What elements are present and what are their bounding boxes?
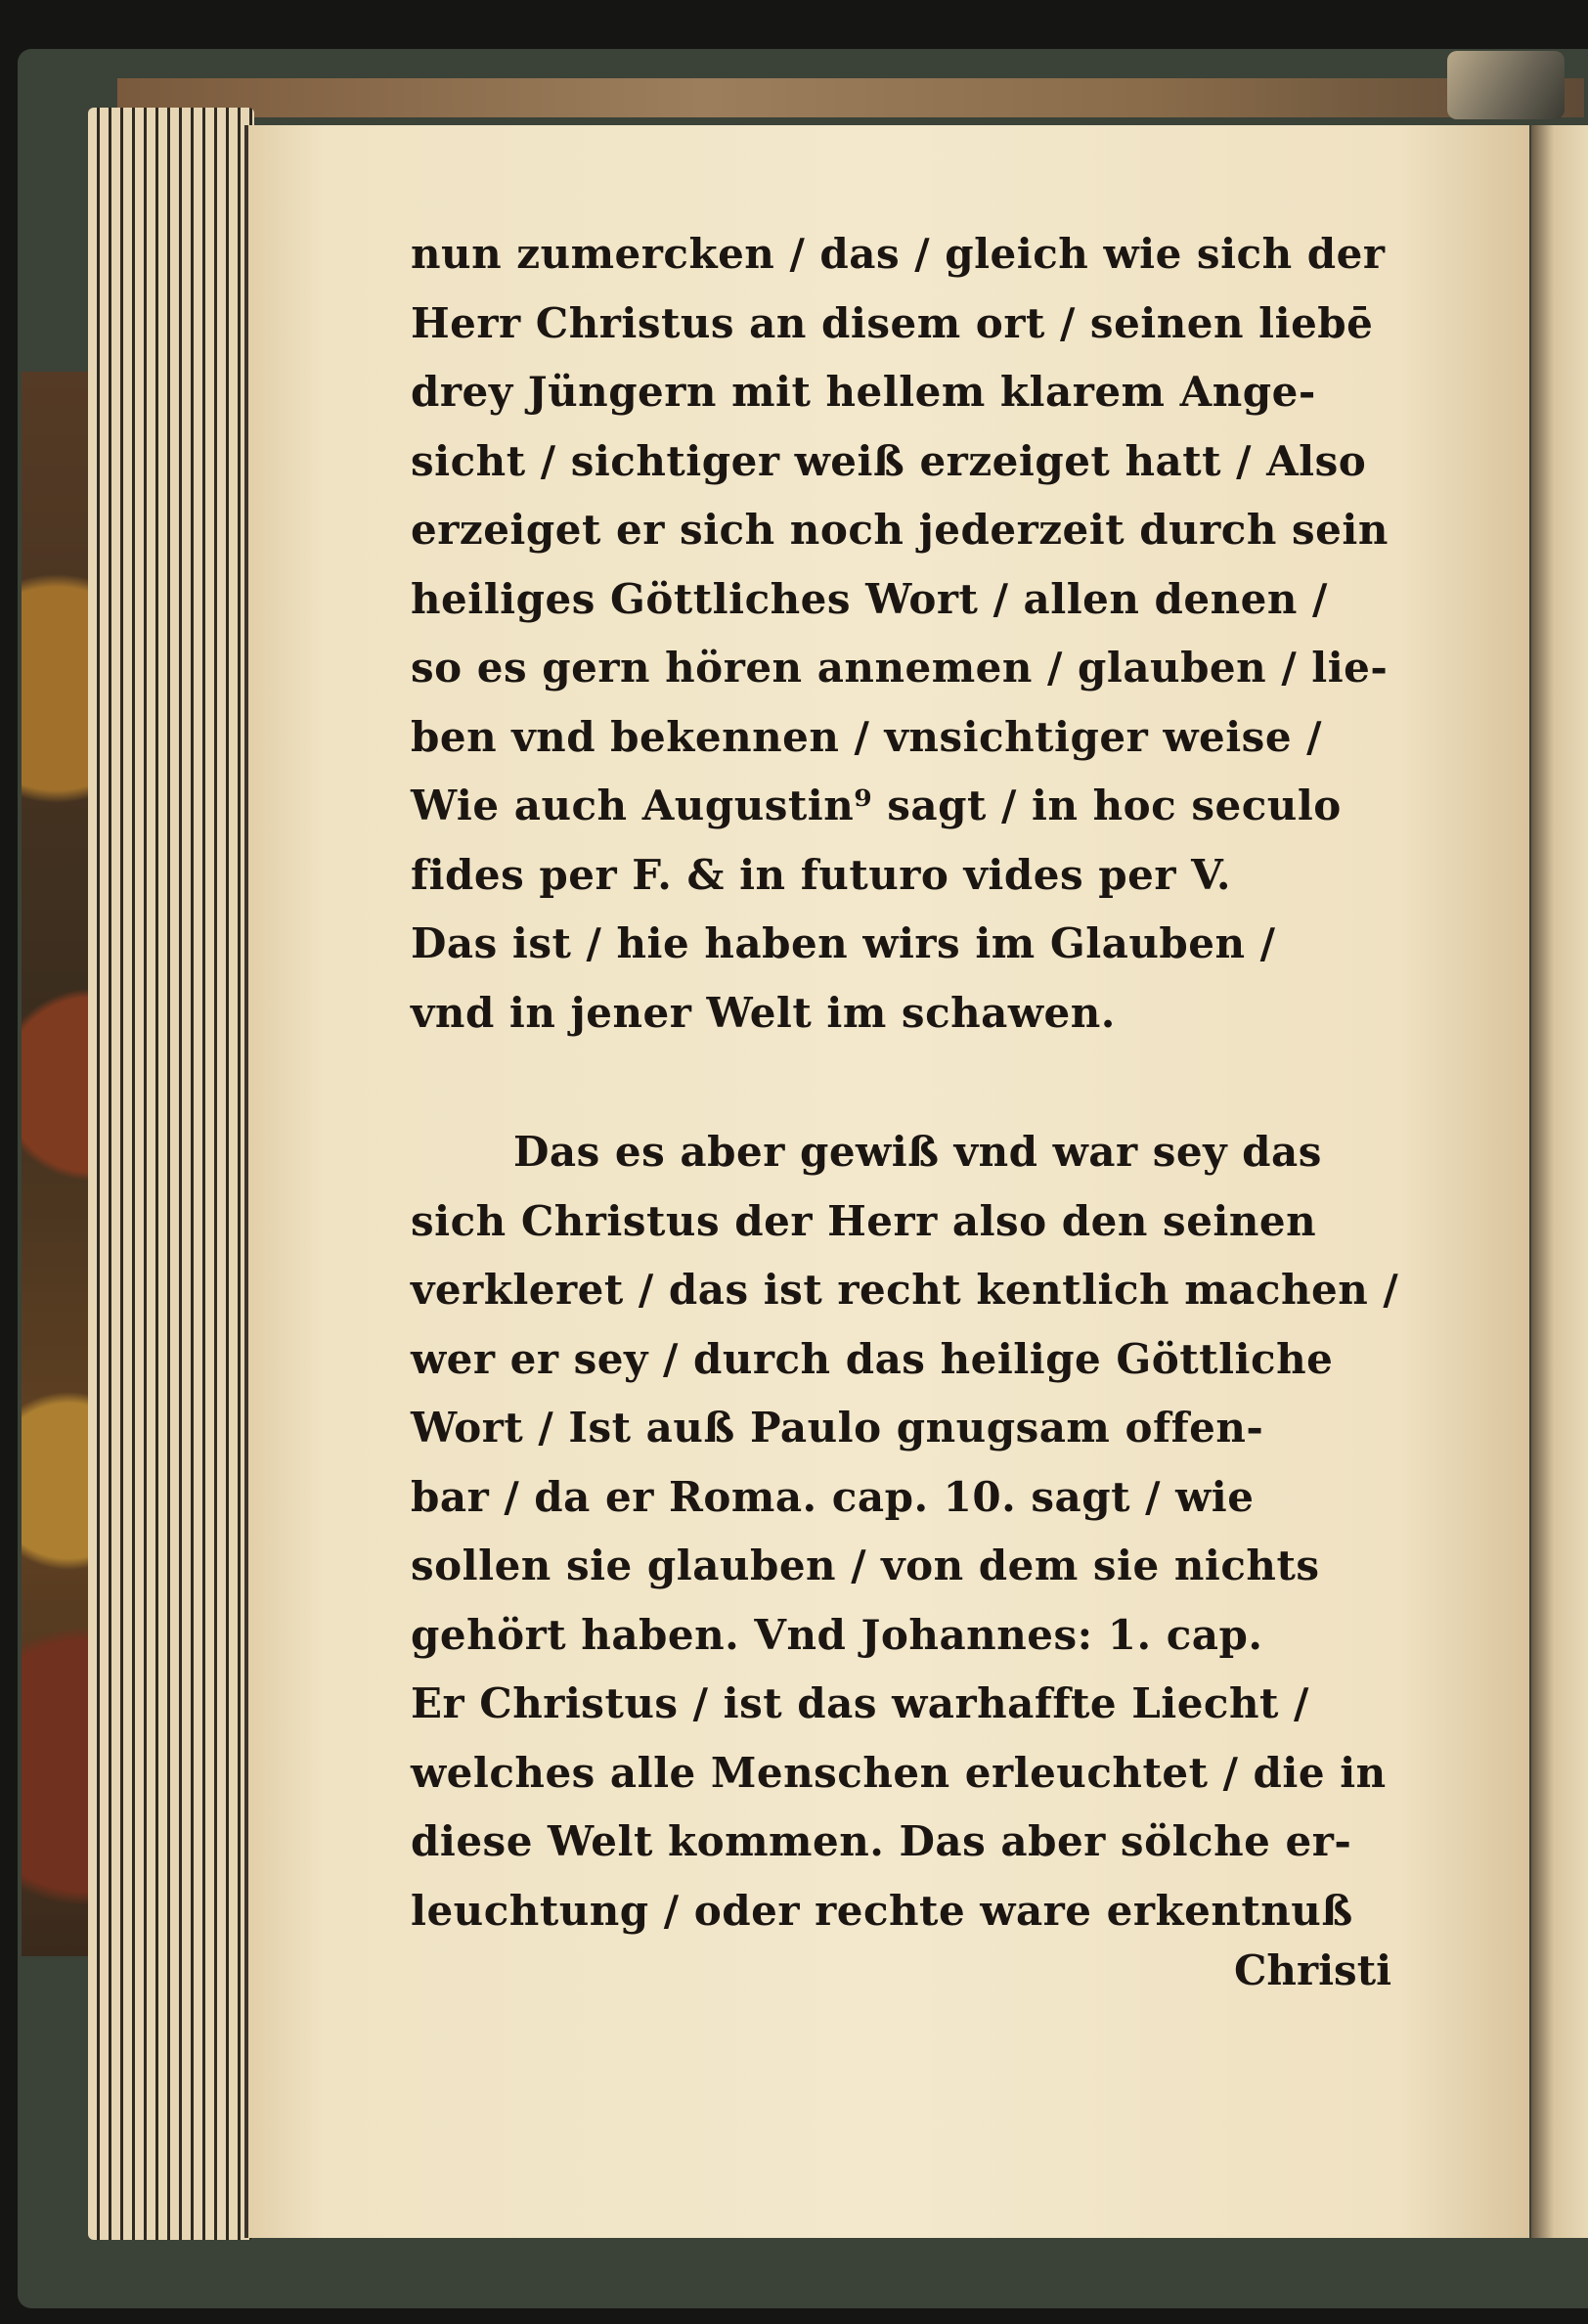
text-line: fides per F. & in futuro vides per V. bbox=[411, 850, 1231, 899]
text-line: sicht / sichtiger weiß erzeiget hatt / Also bbox=[411, 436, 1367, 485]
facing-page-edge bbox=[1531, 125, 1588, 2238]
book-spine-edge bbox=[117, 78, 1584, 117]
paragraph-1 bbox=[411, 220, 1437, 1048]
catchword: Christi bbox=[1234, 1946, 1392, 1994]
page-edges bbox=[88, 108, 254, 2240]
text-line: so es gern hören annemen / glauben / lie- bbox=[411, 644, 1389, 692]
text-line: Wort / Ist auß Paulo gnugsam offen- bbox=[411, 1404, 1264, 1452]
text-line: Wie auch Augustin⁹ sagt / in hoc seculo bbox=[411, 782, 1342, 829]
paragraph-2 bbox=[411, 1118, 1437, 1945]
text-line: vnd in jener Welt im schawen. bbox=[411, 988, 1116, 1037]
text-line: sollen sie glauben / von dem sie nichts bbox=[411, 1542, 1320, 1589]
text-line: welches alle Menschen erleuchtet / die in bbox=[411, 1748, 1387, 1797]
text-line: bar / da er Roma. cap. 10. sagt / wie bbox=[411, 1472, 1255, 1521]
page-text bbox=[411, 220, 1437, 1945]
text-line: nun zumercken / das / gleich wie sich der bbox=[411, 230, 1386, 278]
text-line: sich Christus der Herr also den seinen bbox=[411, 1196, 1317, 1245]
text-line: Das es aber gewiß vnd war sey das bbox=[513, 1128, 1322, 1176]
text-line: gehört haben. Vnd Johannes: 1. cap. bbox=[411, 1610, 1263, 1659]
text-line: drey Jüngern mit hellem klarem Ange- bbox=[411, 368, 1316, 416]
text-line: diese Welt kommen. Das aber sölche er- bbox=[411, 1817, 1352, 1865]
text-line: wer er sey / durch das heilige Göttliche bbox=[411, 1334, 1334, 1383]
text-line: Herr Christus an disem ort / seinen liebē bbox=[411, 298, 1374, 347]
text-line: Das ist / hie haben wirs im Glauben / bbox=[411, 919, 1276, 967]
bookmark-ribbon bbox=[1447, 51, 1565, 119]
text-line: heiliges Göttliches Wort / allen denen / bbox=[411, 574, 1328, 623]
paragraph-gap bbox=[411, 1048, 1437, 1118]
text-line: ben vnd bekennen / vnsichtiger weise / bbox=[411, 712, 1323, 761]
text-line: leuchtung / oder rechte ware erkentnuß bbox=[411, 1886, 1353, 1935]
text-line: Er Christus / ist das warhaffte Liecht / bbox=[411, 1679, 1309, 1727]
text-line: erzeiget er sich noch jederzeit durch sein bbox=[411, 506, 1389, 554]
text-line: verkleret / das ist recht kentlich machen / bbox=[411, 1266, 1399, 1314]
